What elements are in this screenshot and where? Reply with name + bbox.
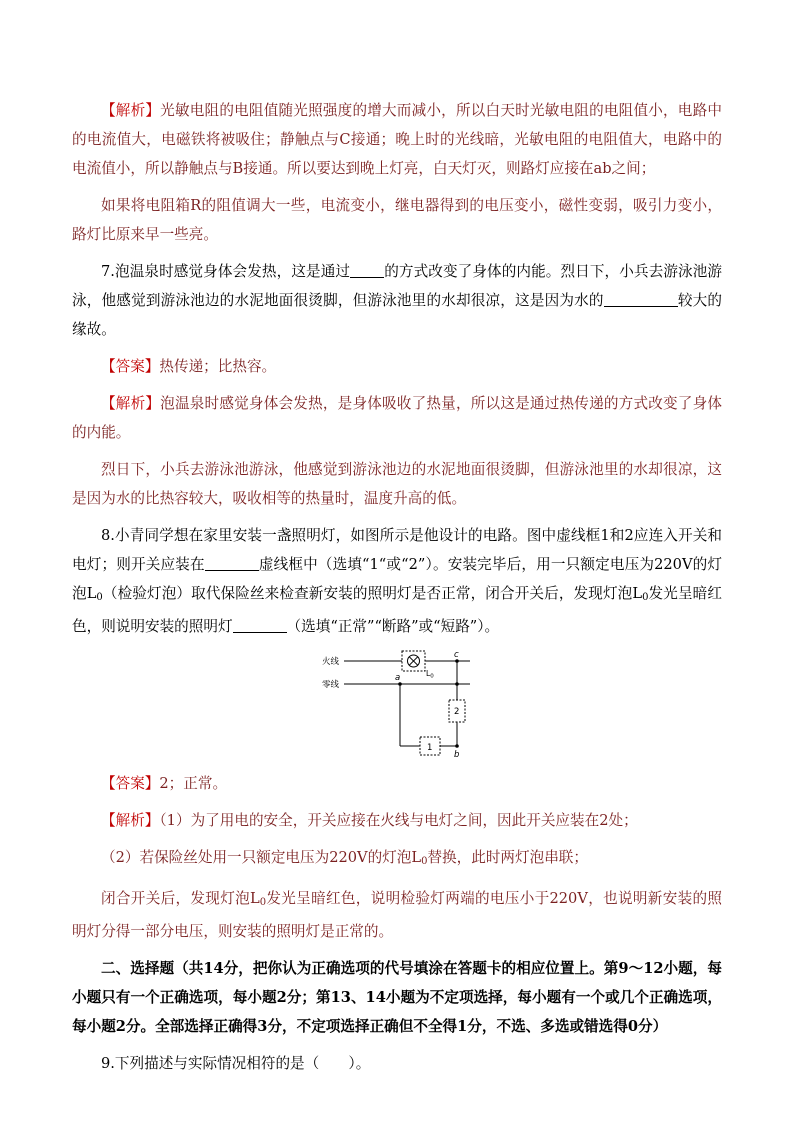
- analysis-label: 【解析】: [101, 102, 161, 119]
- box-1-label: 1: [427, 743, 433, 753]
- circuit-figure: [72, 647, 722, 763]
- blank-8-2[interactable]: [233, 616, 287, 633]
- live-wire-label: 火线: [322, 657, 340, 667]
- analysis-text: 光敏电阻的电阻值随光照强度的增大而减小，所以白天时光敏电阻的电阻值小，电路中的电流值大，电磁铁将被吸住；静触点与C接通；晚上时的光线暗，光敏电阻的电阻值大，电路中的电流值小，所以静触点与B接通。所以要达到晚上灯亮，白天灯灭，则路灯应接在ab之间；: [72, 102, 722, 177]
- question-8: 8.小青同学想在家里安装一盏照明灯，如图所示是他设计的电路。图中虚线框1和2应连入开关和电灯；则开关应装在 虚线框中（选填“1“或“2”）。安装完毕后，用一只额定电压为220V的灯泡$L_0$（检验灯泡）取代保险丝来检查新安装的照明灯是否正常，闭合开关后，发现灯泡$L_0$发光呈暗红色，则说明安装的照明灯 （选填“正常”“断路”或“短路”）。: [72, 527, 722, 635]
- blank-7-1[interactable]: [350, 261, 384, 278]
- answer-label: 【答案】: [101, 775, 160, 792]
- node-b-label: b: [454, 750, 460, 759]
- answer-text: 2；正常。: [159, 775, 228, 792]
- analysis-paragraph-6: [72, 96, 722, 183]
- section-2-heading: 二、选择题（共14分，把你认为正确选项的代号填涂在答题卡的相应位置上。第9～12小题，每小题只有一个正确选项，每小题2分；第13、14小题为不定项选择，每小题有一个或几个正确选项，每小题2分。全部选择正确得3分，不定项选择正确但不全得1分，不选、多选或错选得0分）: [72, 960, 722, 1035]
- neutral-wire-label: 零线: [322, 680, 340, 690]
- analysis-8: [72, 806, 722, 835]
- blank-8-1[interactable]: [205, 554, 259, 571]
- lamp-label: $L_0$: [426, 669, 434, 680]
- analysis-8b: （2）若保险丝处用一只额定电压为220V的灯泡$L_0$替换，此时两灯泡串联；: [101, 849, 588, 867]
- analysis-8c: 闭合开关后，发现灯泡$L_0$发光呈暗红色，说明检验灯两端的电压小于220V，也说明新安装的照明灯分得一部分电压，则安装的照明灯是正常的。: [72, 890, 722, 940]
- answer-label: 【答案】: [101, 358, 160, 375]
- analysis-label: 【解析】: [101, 395, 161, 412]
- document-page: [72, 96, 722, 1078]
- circuit-diagram: [322, 647, 472, 759]
- analysis-text: 泡温泉时感觉身体会发热，是身体吸收了热量，所以这是通过热传递的方式改变了身体的内能。: [72, 395, 722, 441]
- analysis-7b: 烈日下，小兵去游泳池游泳，他感觉到游泳池边的水泥地面很烫脚，但游泳池里的水却很凉，这是因为水的比热容较大，吸收相等的热量时，温度升高的低。: [72, 461, 722, 507]
- question-7: 7.泡温泉时感觉身体会发热，这是通过 的方式改变了身体的内能。烈日下，小兵去游泳池游泳，他感觉到游泳池边的水泥地面很烫脚，但游泳池里的水却很凉，这是因为水的 较大的缘故。: [72, 263, 722, 338]
- question-9: 9.下列描述与实际情况相符的是（ ）。: [101, 1055, 371, 1072]
- analysis-7: [72, 389, 722, 447]
- analysis-text: （1）为了用电的安全，开关应接在火线与电灯之间，因此开关应装在2处；: [159, 812, 638, 829]
- answer-7: [72, 352, 722, 381]
- node-c-label: c: [454, 650, 459, 660]
- analysis-paragraph-6b: 如果将电阻箱R的阻值调大一些，电流变小，继电器得到的电压变小，磁性变弱，吸引力变小，路灯比原来早一些亮。: [72, 197, 722, 243]
- blank-7-2[interactable]: [604, 290, 678, 307]
- answer-8: [72, 769, 722, 798]
- answer-text: 热传递；比热容。: [159, 358, 277, 375]
- analysis-label: 【解析】: [101, 812, 160, 829]
- node-a-label: a: [395, 673, 401, 683]
- box-2-label: 2: [454, 707, 460, 717]
